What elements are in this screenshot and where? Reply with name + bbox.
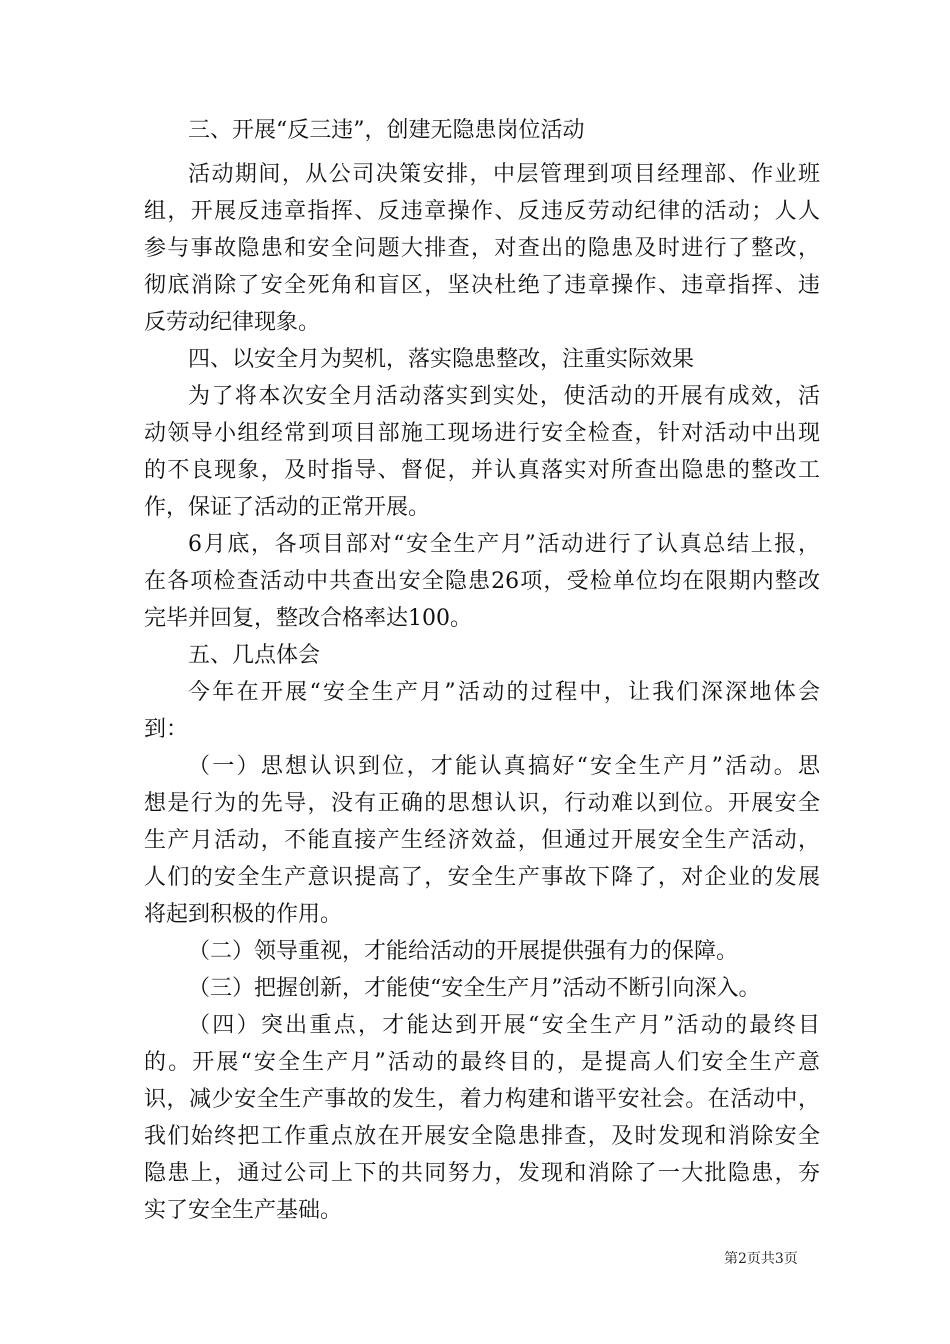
text-line: 人们的安全生产意识提高了，安全生产事故下降了，对企业的发展 <box>144 865 820 890</box>
text-line: 为了将本次安全月活动落实到实处，使活动的开展有成效，活 <box>188 384 820 409</box>
section-heading-line: （二）领导重视，才能给活动的开展提供强有力的保障。 <box>188 939 739 964</box>
text-line: 识，减少安全生产事故的发生，着力构建和谐平安社会。在活动中， <box>144 1087 820 1112</box>
text-line: 我们始终把工作重点放在开展安全隐患排查，及时发现和消除安全 <box>144 1124 820 1149</box>
text-line: 隐患上，通过公司上下的共同努力，发现和消除了一大批隐患，夯 <box>144 1161 820 1186</box>
section-heading-line: 三、开展“反三违”，创建无隐患岗位活动 <box>188 118 585 143</box>
text-line: 生产月活动，不能直接产生经济效益，但通过开展安全生产活动， <box>144 828 820 853</box>
text-line: 在各项检查活动中共查出安全隐患26项，受检单位均在限期内整改 <box>144 569 820 594</box>
text-line: 6月底，各项目部对“安全生产月”活动进行了认真总结上报， <box>188 532 820 557</box>
text-line: 今年在开展“安全生产月”活动的过程中，让我们深深地体会 <box>188 680 820 705</box>
text-line: 彻底消除了安全死角和盲区，坚决杜绝了违章操作、违章指挥、违 <box>144 273 820 298</box>
text-line: 动领导小组经常到项目部施工现场进行安全检查，针对活动中出现 <box>144 421 820 446</box>
text-line: 参与事故隐患和安全问题大排查，对查出的隐患及时进行了整改， <box>144 236 820 261</box>
text-line: 完毕并回复，整改合格率达100。 <box>144 606 472 631</box>
text-line: （四）突出重点，才能达到开展“安全生产月”活动的最终目 <box>188 1013 820 1038</box>
text-line: （一）思想认识到位，才能认真搞好“安全生产月”活动。思 <box>188 754 820 779</box>
text-line: 将起到积极的作用。 <box>144 902 343 927</box>
text-line: 反劳动纪律现象。 <box>144 310 321 335</box>
page-number: 第2页共3页 <box>724 1251 798 1267</box>
text-line: 的。开展“安全生产月”活动的最终目的，是提高人们安全生产意 <box>144 1050 820 1075</box>
text-line: 组，开展反违章指挥、反违章操作、反违反劳动纪律的活动；人人 <box>144 199 820 224</box>
text-line: 作，保证了活动的正常开展。 <box>144 495 431 520</box>
section-heading-line: 五、几点体会 <box>188 643 321 668</box>
text-line: 实了安全生产基础。 <box>144 1198 343 1223</box>
text-line: 活动期间，从公司决策安排，中层管理到项目经理部、作业班 <box>188 162 820 187</box>
section-heading-line: （三）把握创新，才能使“安全生产月”活动不断引向深入。 <box>188 976 761 1001</box>
document-body <box>144 112 820 1229</box>
section-heading-line: 四、以安全月为契机，落实隐患整改，注重实际效果 <box>188 347 695 372</box>
text-line: 到： <box>144 717 189 742</box>
text-line: 想是行为的先导，没有正确的思想认识，行动难以到位。开展安全 <box>144 791 820 816</box>
text-line: 的不良现象，及时指导、督促，并认真落实对所查出隐患的整改工 <box>144 458 820 483</box>
